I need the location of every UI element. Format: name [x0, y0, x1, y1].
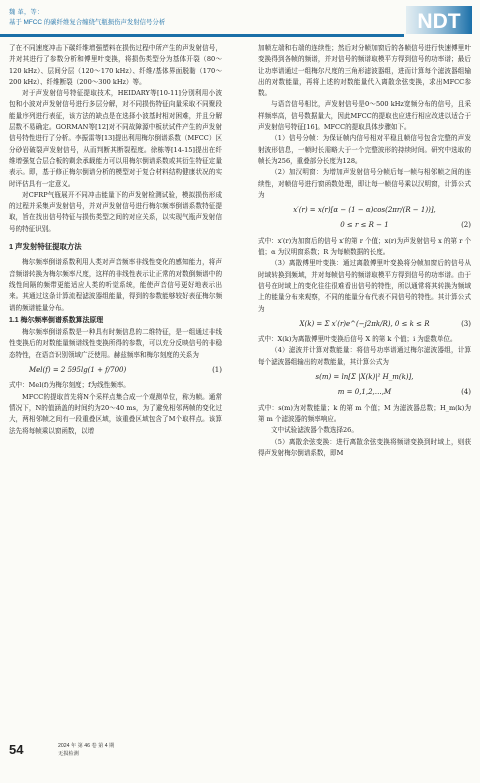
- equation-body: X(k) = Σ x′(r)e^(−j2πk/R), 0 ≤ k ≤ R: [299, 319, 430, 328]
- equation-2a: [258, 205, 471, 216]
- equation-body: 0 ≤ r ≤ R − 1: [340, 221, 389, 230]
- journal-info: [58, 742, 114, 758]
- equation-body: x′(r) = x(r)[α − (1 − α)cos(2πr/(R − 1))],: [293, 206, 436, 215]
- right-column: [258, 43, 471, 459]
- header-rule: [0, 34, 404, 37]
- ndt-logo: [406, 6, 472, 34]
- paragraph: 与语音信号相比，声发射信号是0～500 kHz宽频分布的信号，且采样频率高，信号数据量大，因此MFCC的提取也应进行相应改进以适合于声发射信号特征[16]。MFCC的提取具体步骤如下。: [258, 100, 471, 132]
- equation-number: (3): [461, 319, 471, 328]
- paragraph: （1）信号分帧：为保证帧内信号相对平稳且帧信号包含完整的声发射波形信息，一帧时长需略大于一个完整波形的持续时间。研究中选取的帧长为256，重叠部分长度为128。: [258, 134, 471, 165]
- equation-4b: [258, 387, 471, 398]
- journal-name: 无损检测: [58, 751, 79, 757]
- paragraph: （5）离散余弦变换：进行离散余弦变换将频谱变换到时域上，则获得声发射梅尔倒谱系数，即M: [258, 437, 471, 457]
- equation-2b: [258, 220, 471, 231]
- paragraph: （3）离散傅里叶变换：通过离散傅里叶变换将分帧加窗后的信号从时域转换到频域，并对每帧信号的频谱取模平方得到信号的功率谱。由于信号在时域上的变化往往很难看出信号的特性，所以通常将其转换为频域上的能量分布来观察，不同的能量分布代表不同信号的特性。其计算公式为: [258, 259, 471, 313]
- journal-issue: 2024 年 第 46 卷 第 4 期: [58, 743, 115, 749]
- logo-text: NDT: [417, 10, 461, 33]
- equation-number: (4): [461, 388, 471, 397]
- paragraph: 式中：x′(r)为加窗后的信号 x′的第 r 个值；x(r)为声发射信号 x 的第 r 个值；α 为汉明窗系数；R 为每帧数据的长度。: [258, 236, 471, 257]
- equation-number: (1): [212, 366, 222, 375]
- paragraph: （4）滤波并计算对数能量：将信号功率谱通过梅尔滤波器组，计算每个滤波器组输出的对数能量，其计算公式为: [258, 346, 471, 366]
- equation-1: [9, 365, 222, 376]
- equation-body: Mel(f) = 2 595lg(1 + f/700): [29, 366, 127, 375]
- paragraph: 对于声发射信号特征提取技术，HEIDARY等[10-11]分别利用小波包和小波对声发射信号进行多层分解，对不同损伤特征向量采取不同聚段能量序列进行表征，该方法的缺点是在选择小波基时相对困难，并且分解层数不易确定。GORMAN等[12]对不同故障源中板状试件产生的声发射信号特性进行了分析。李振雷等[13]提出利用梅尔倒谱系数（MFCC）区分砂岩破裂声发射信号，从而判断其断裂程度。徐栋等[14-15]提出在纤维增强复合层合板的剩余承载能力可以用梅尔倒谱系数或其衍生特征定量表示。即，基于修正梅尔倒谱分析的模型对于复合材料结构健康状况的实时评估具有一定意义。: [9, 89, 222, 188]
- paragraph: 文中试验滤波器个数选择26。: [271, 426, 358, 435]
- equation-3: [258, 319, 471, 330]
- paragraph: 梅尔频率倒谱系数利用人类对声音频率非线性变化的感知能力，将声音频谱转换为梅尔频率尺度，这样的非线性表示让正常的对数倒频谱中的线性间隔的频带更能适应人类的听觉系统，能使声音信号更好地表示出来。其通过这条计算流程滤波器组能量，得到的参数能够较好表征梅尔频谱的频谱能量分布。: [9, 258, 222, 312]
- paragraph: 梅尔频率倒谱系数是一种具有时频信息的二维特征，是一组通过非线性变换后的对数能量频谱线性变换所得的参数，可以充分反映信号的非稳态特性，在语音识别领域广泛使用。赫兹频率和梅尔刻度的关系为: [9, 328, 222, 359]
- paragraph: 对CFRP气瓶展开不同冲击能量下的声发射检测试验，模拟损伤形成的过程并采集声发射信号，并对声发射信号进行梅尔频率倒谱系数特征提取，旨在找出信号特征与损伤类型之间的对应关系，以实现气瓶声发射信号的特征识别。: [9, 190, 222, 233]
- paragraph: 式中：s(m)为对数能量；k 的第 m 个值；M 为滤波器总数；H_m(k)为第 m 个滤波器的频率响应。: [258, 403, 471, 423]
- paragraph: 加帧左端和右端的连续性；然后对分帧加窗后的各帧信号进行快速傅里叶变换得到各帧的频谱，并对信号的频谱取模平方得到信号的功率谱；最后让功率谱通过一组梅尔尺度的三角形滤波器组，进而计算每个滤波器组输出的对数能量，再将上述的对数能量代入离散余弦变换，求出MFCC参数。: [258, 44, 471, 98]
- header-title: 基于 MFCC 的碳纤维复合缠绕气瓶损伤声发射信号分析: [9, 19, 166, 26]
- equation-4a: [258, 372, 471, 383]
- header-authors: 魏 革，等：: [9, 9, 44, 16]
- subsection-heading: 1.1 梅尔频率倒谱系数算法原理: [9, 316, 104, 324]
- paragraph: 了在不同速度冲击下碳纤维增强塑料在损伤过程中所产生的声发射信号，并对其进行了参数分析和傅里叶变换，将损伤类型分为基体开裂（80～120 kHz）、层间分层（120～170 kHz）、纤维/基体界面脱黏（170～200 kHz）、纤维断裂（200～300 kHz）等。: [9, 44, 222, 86]
- left-column: [9, 43, 222, 437]
- equation-body: m = 0,1,2,…,M: [337, 388, 392, 397]
- paragraph: （2）加汉明窗：为增加声发射信号分帧后每一帧与相邻帧之间的连续性，对帧信号进行窗函数处理，即让每一帧信号乘以汉明窗，计算公式为: [258, 168, 471, 199]
- paragraph: MFCC的提取首先将N个采样点集合成一个观测单位，称为帧。通常情况下，N的值涵盖的时间约为20～40 ms，为了避免相邻两帧的变化过大，两相邻帧之间有一段重叠区域，该重叠区域包含了M个取样点。该算法先将每帧乘以窗函数，以增: [9, 392, 222, 435]
- section-heading: 1 声发射特征提取方法: [9, 242, 82, 252]
- page-number: 54: [9, 742, 24, 757]
- paragraph: 式中：Mel(f)为梅尔刻度；f为线性频率。: [9, 381, 130, 390]
- equation-body: s(m) = ln[Σ |X(k)|² H_m(k)],: [315, 373, 414, 382]
- equation-number: (2): [461, 221, 471, 230]
- paragraph: 式中：X(k)为离散傅里叶变换后信号 X 的第 k 个值；i 为虚数单位。: [258, 335, 457, 344]
